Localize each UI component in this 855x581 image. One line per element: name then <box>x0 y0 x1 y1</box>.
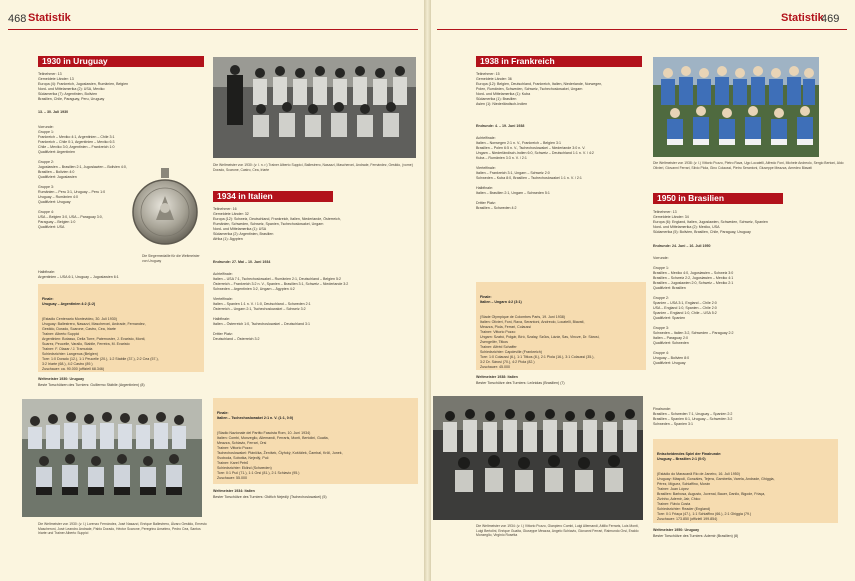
dates-1950: Endrunde: 24. Juni – 16. Juli 1950 <box>653 244 711 248</box>
champion-body-1938: Bester Torschütze des Turniers: Leônidas (Brasilien) (7) <box>476 381 565 385</box>
page-number: 468 <box>8 13 27 25</box>
section-banner-1934: 1934 in Italien <box>213 191 333 202</box>
summary-1934: Teilnehmer: 16 Gemeldete Länder: 32 Europa (12): Schweiz, Deutschland, Frankreich, Italien, Niederlande, Österreich, Rumänien, Schweden, Schweiz, Spanien, Tschechoslowakei, Ungarn Nord- und Mittelamerika (1): USA Südamerika (2): Argentinien, Brasilien Afrika (1): Ägypten <box>213 207 341 241</box>
summary-1938: Teilnehmer: 15 Gemeldete Länder: 36 Europa (12): Belgien, Deutschland, Frankreich, Italien, Niederlande, Norwegen, Polen, Rumänien, Schweden, Schweiz, Tschechoslowakei, Ungarn Nord- und Mittelamerika (1): Kuba Südamerika (1): Brasilien Asien (1): Niederländisch-Indien <box>476 72 603 106</box>
champion-1934: Weltmeister 1934: Italien <box>213 489 255 493</box>
dates-1934: Endrunde: 27. Mai – 10. Juni 1934 <box>213 260 271 264</box>
header-rule-right <box>437 29 847 30</box>
final-box-1934 <box>213 398 418 484</box>
champion-1950: Weltmeister 1950: Uruguay <box>653 528 700 532</box>
photo-italy-1934 <box>433 396 643 520</box>
section-title-right: Statistik <box>781 12 824 24</box>
left-page <box>0 0 424 581</box>
final-box-1930 <box>38 284 204 372</box>
champion-body-1930: Beste Torschützen des Turniers: Guillermo Stábile (Argentinien) (8) <box>38 383 145 387</box>
right-page <box>431 0 855 581</box>
champion-1938: Weltmeister 1938: Italien <box>476 375 518 379</box>
book-gutter <box>424 0 431 581</box>
photo-caption-1930: Die Weltmeister von 1930: (v. l.) Lorenzo Fernández, José Nasazzi, Enrique Ballestrero, Álvaro Gestido, Ernesto Mascheroni, José Leandro Andrade, Pablo Dorado, Héctor Scarone, Peregrino Anselmo, Pedro Cea, Santos Iriarte und Trainer Alberto Suppici <box>38 522 207 536</box>
rounds-1938: Achtelfinale: Italien – Norwegen 2:1 n. V., Frankreich – Belgien 3:1 Brasilien – Polen 6:5 n. V., Tschechoslowakei – Niederlande 3:0 n. V. Ungarn – Niederländisch-Indien 6:0, Schweiz – Deutschland 1:1 n. V. / 4:2 Kuba – Rumänien 3:3 n. V. / 2:1 Viertelfinale: Italien – Frankreich 3:1, Ungarn – Schweiz 2:0 Schweden – Kuba 8:0, Brasilien – Tschechoslowakei 1:1 n. V. / 2:1 Halbfinale: Italien – Brasilien 2:1, Ungarn – Schweden 5:1 Dritter Platz: Brasilien – Schweden 4:2 <box>476 136 594 210</box>
header-rule <box>8 29 418 30</box>
final-body-1950: (Estádio do Maracanã Rio de Janeiro, 16. Juli 1950) Uruguay: Máspoli, Gonzáles, Tejera, Gambetta, Varela, Andrade, Ghiggia, Pérez, Míguez, Schiaffino, Morán Trainer: Juan López Brasilien: Barbosa, Augusto, Juvenal, Bauer, Danilo, Bigode, Friaça, Zizinho, Ademir, Jair, Chico Trainer: Flávio Costa Schiedsrichter: Reader (England) Tore: 0:1 Friaça (47.), 1:1 Schiaffino (66.), 2:1 Ghiggia (79.) Zuschauer: 173.850 (offiziell 199.854) <box>657 472 775 521</box>
photo-caption-team-1930: Die Weltmeister von 1930: (v. l. n. r.) Trainer Alberto Suppici, Ballestrero, Nasazzi, Mascheroni, Andrade, Fernández, Gestido, (vorne) Dorado, Scarone, Castro, Cea, Iriarte <box>213 163 413 172</box>
final-body-1938: (Stade Olympique de Colombes Paris, 19. Juni 1938) Italien: Olivieri, Foni, Rava, Serantoni, Andreolo, Locatelli, Biavati, Meazza, Piola, Ferrari, Colaussi Trainer: Vittorio Pozzo Ungarn: Szabó, Polgár, Bíró, Szalay, Szűcs, Lázár, Sas, Vincze, Dr. Sárosi, Zsengellér, Titkos Trainer: Alfréd Schaffer Schiedsrichter: Capdeville (Frankreich) Tore: 1:0 Colaussi (6.), 1:1 Titkos (8.), 2:1 Piola (16.), 3:1 Colaussi (35.), 3:2 Dr. Sárosi (70.), 4:2 Piola (82.) Zuschauer: 45.000 <box>480 315 600 369</box>
section-title: Statistik <box>28 12 71 24</box>
section-banner-1950: 1950 in Brasilien <box>653 193 783 204</box>
page-number-right: 469 <box>821 13 840 25</box>
dates-1938: Endrunde: 4. – 19. Juni 1938 <box>476 124 525 128</box>
champion-body-1934: Bester Torschütze des Turniers: Oldřich Nejedlý (Tschechoslowakei) (5) <box>213 495 327 499</box>
summary-1930: Teilnehmer: 13 Gemeldete Länder: 13 Europa (4): Frankreich, Jugoslawien, Rumänien, Belgien Nord- und Mittelamerika (2): USA, Mexiko Südamerika (7): Argentinien, Bolivien Brasilien, Chile, Paraguay, Peru, Uruguay <box>38 72 129 101</box>
final-body-1930: (Estadio Centenario Montevideo, 30. Juli 1930) Uruguay: Ballestrero, Nasazzi, Mascheroni, Andrade, Fernandez, Gestido, Dorado, Scarone, Castro, Cea, Iriarte Trainer: Alberto Suppici Argentinien: Botasso, Della Torre, Paternoster, J. Evaristo, Monti, Suarez, Peucelle, Varallo, Stabile, Ferreira, M. Evaristo Trainer: F. Olazar / J. Tramutola Schiedsrichter: Langenus (Belgien) Tore: 1:0 Dorado (12.), 1:1 Peucelle (20.), 1:2 Stabile (37.), 2:2 Cea (57.), 3:2 Iriarte (68.), 4:2 Castro (89.) Zuschauer: ca. 90.000 (offiziell 68.346) <box>42 317 159 371</box>
groups-1930: Vorrunde: Gruppe 1: Frankreich – Mexiko 4:1, Argentinien – Chile 3:1 Frankreich – Chile 0:1, Argentinien – Mexiko 6:3 Chile – Mexiko 3:0, Argentinien – Frankreich 1:0 Qualifiziert: Argentinien Gruppe 2: Jugoslawien – Brasilien 2:1, Jugoslawien – Bolivien 4:0, Brasilien – Bolivien 4:0 Qualifiziert: Jugoslawien Gruppe 3: Rumänien – Peru 3:1, Uruguay – Peru 1:0 Uruguay – Rumänien 4:0 Qualifiziert: Uruguay Gruppe 4: USA – Belgien 3:0, USA – Paraguay 3:0, Paraguay – Belgien 1:0 Qualifiziert: USA <box>38 125 127 229</box>
final-box-1950 <box>653 439 838 523</box>
rounds-1934: Achtelfinale: Italien – USA 7:1, Tschechoslowakei – Rumänien 2:1, Deutschland – Belgien 5:2 Österreich – Frankreich 3:2 n. V., Spanien – Brasilien 3:1, Schweiz – Niederlande 3:2 Schweden – Argentinien 3:2, Ungarn – Ägypten 4:2 Viertelfinale: Italien – Spanien 1:1 n. V. / 1:0, Deutschland – Schweden 2:1 Österreich – Ungarn 2:1, Tschechoslowakei – Schweiz 3:2 Halbfinale: Italien – Österreich 1:0, Tschechoslowakei – Deutschland 3:1 Dritter Platz: Deutschland – Österreich 3:2 <box>213 272 349 341</box>
final-box-1938 <box>476 282 646 370</box>
section-banner-1938: 1938 in Frankreich <box>476 56 642 67</box>
final-round-1950: Finalrunde: Brasilien – Schweden 7:1, Uruguay – Spanien 2:2 Brasilien – Spanien 6:1, Uruguay – Schweden 3:2 Schweden – Spanien 3:1 <box>653 407 733 426</box>
champion-body-1950: Bester Torschütze des Turniers: Ademir (Brasilien) (8) <box>653 534 739 538</box>
final-title-1938: Finale: Italien – Ungarn 4:2 (3:1) <box>480 295 522 304</box>
section-banner-1930: 1930 in Uruguay <box>38 56 204 67</box>
final-body-1934: (Stadio Nazionale del Partito Fascista Rom, 10. Juni 1934) Italien: Combi, Monzeglio, Allemandi, Ferraris, Monti, Bertolini, Guaita, Meazza, Schiavio, Ferrari, Orsi Trainer: Vittorio Pozzo Tschechoslowakei: Plánička, Ženíšek, Čtyřoký, Košťálek, Čambal, Krčil, Junek, Svoboda, Sobotka, Nejedlý, Puč Trainer: Karel Petrů Schiedsrichter: Eklind (Schweden) Tore: 0:1 Puč (71.), 1:1 Orsi (81.), 2:1 Schiavio (95.) Zuschauer: 55.000 <box>217 431 343 480</box>
medal-caption: Die Siegermedaille für die Weltmeister von Uruguay <box>142 254 200 263</box>
semis-1930: Halbfinale: Argentinien – USA 6:1, Uruguay – Jugoslawien 6:1 <box>38 270 119 279</box>
medal-image <box>130 168 200 258</box>
groups-1950: Vorrunde: Gruppe 1: Brasilien – Mexiko 4:0, Jugoslawien – Schweiz 3:0 Brasilien – Schweiz 2:2, Jugoslawien – Mexiko 4:1 Brasilien – Jugoslawien 2:0, Schweiz – Mexiko 2:1 Qualifiziert: Brasilien Gruppe 2: Spanien – USA 3:1, England – Chile 2:0 USA – England 1:0, Spanien – Chile 2:0 Spanien – England 1:0, Chile – USA 5:2 Qualifiziert: Spanien Gruppe 3: Schweden – Italien 3:2, Schweden – Paraguay 2:2 Italien – Paraguay 2:0 Qualifiziert: Schweden Gruppe 4: Uruguay – Bolivien 8:0 Qualifiziert: Uruguay <box>653 256 734 365</box>
photo-team-1930 <box>213 57 416 158</box>
summary-1950: Teilnehmer: 13 Gemeldete Länder: 34 Europa (6): England, Italien, Jugoslawien, Schweden, Schweiz, Spanien Nord- und Mittelamerika (2): Mexiko, USA Südamerika (5): Bolivien, Brasilien, Chile, Paraguay, Uruguay <box>653 210 768 234</box>
photo-uruguay-1930 <box>22 399 202 517</box>
final-title-1930: Finale: Uruguay – Argentinien 4:2 (1:2) <box>42 297 96 306</box>
photo-team-1938 <box>653 57 819 157</box>
final-title-1950: Entscheidendes Spiel der Finalrunde: Uruguay – Brasilien 2:1 (0:0) <box>657 452 722 461</box>
photo-caption-1934: Die Weltmeister von 1934: (v. l.) Vittorio Pozzo, Gianpiero Combi, Luigi Allemandi, Attilio Ferraris, Luis Monti, Luigi Bertolini, Enrique Guaita, Giuseppe Meazza, Angelo Schiavio, Giovanni Ferrari, Raimundo Orsi, Eraldo Monzeglio, Virginio Rosetta <box>476 524 639 538</box>
dates-1930: 13. – 30. Juli 1930 <box>38 110 69 114</box>
champion-1930: Weltmeister 1930: Uruguay <box>38 377 85 381</box>
final-title-1934: Finale: Italien – Tschechoslowakei 2:1 n. V. (1:1, 0:0) <box>217 411 294 420</box>
photo-caption-1938: Die Weltmeister von 1938: (v. l.) Vittorio Pozzo, Pietro Rava, Ugo Locatelli, Alfredo Foni, Michele Andreolo, Sergio Bertoni, Aldo Olivieri, Giovanni Ferrari, Silvio Piola, Gino Colaussi, Pietro Serantoni, Giuseppe Meazza, Amedeo Biavati <box>653 161 844 170</box>
